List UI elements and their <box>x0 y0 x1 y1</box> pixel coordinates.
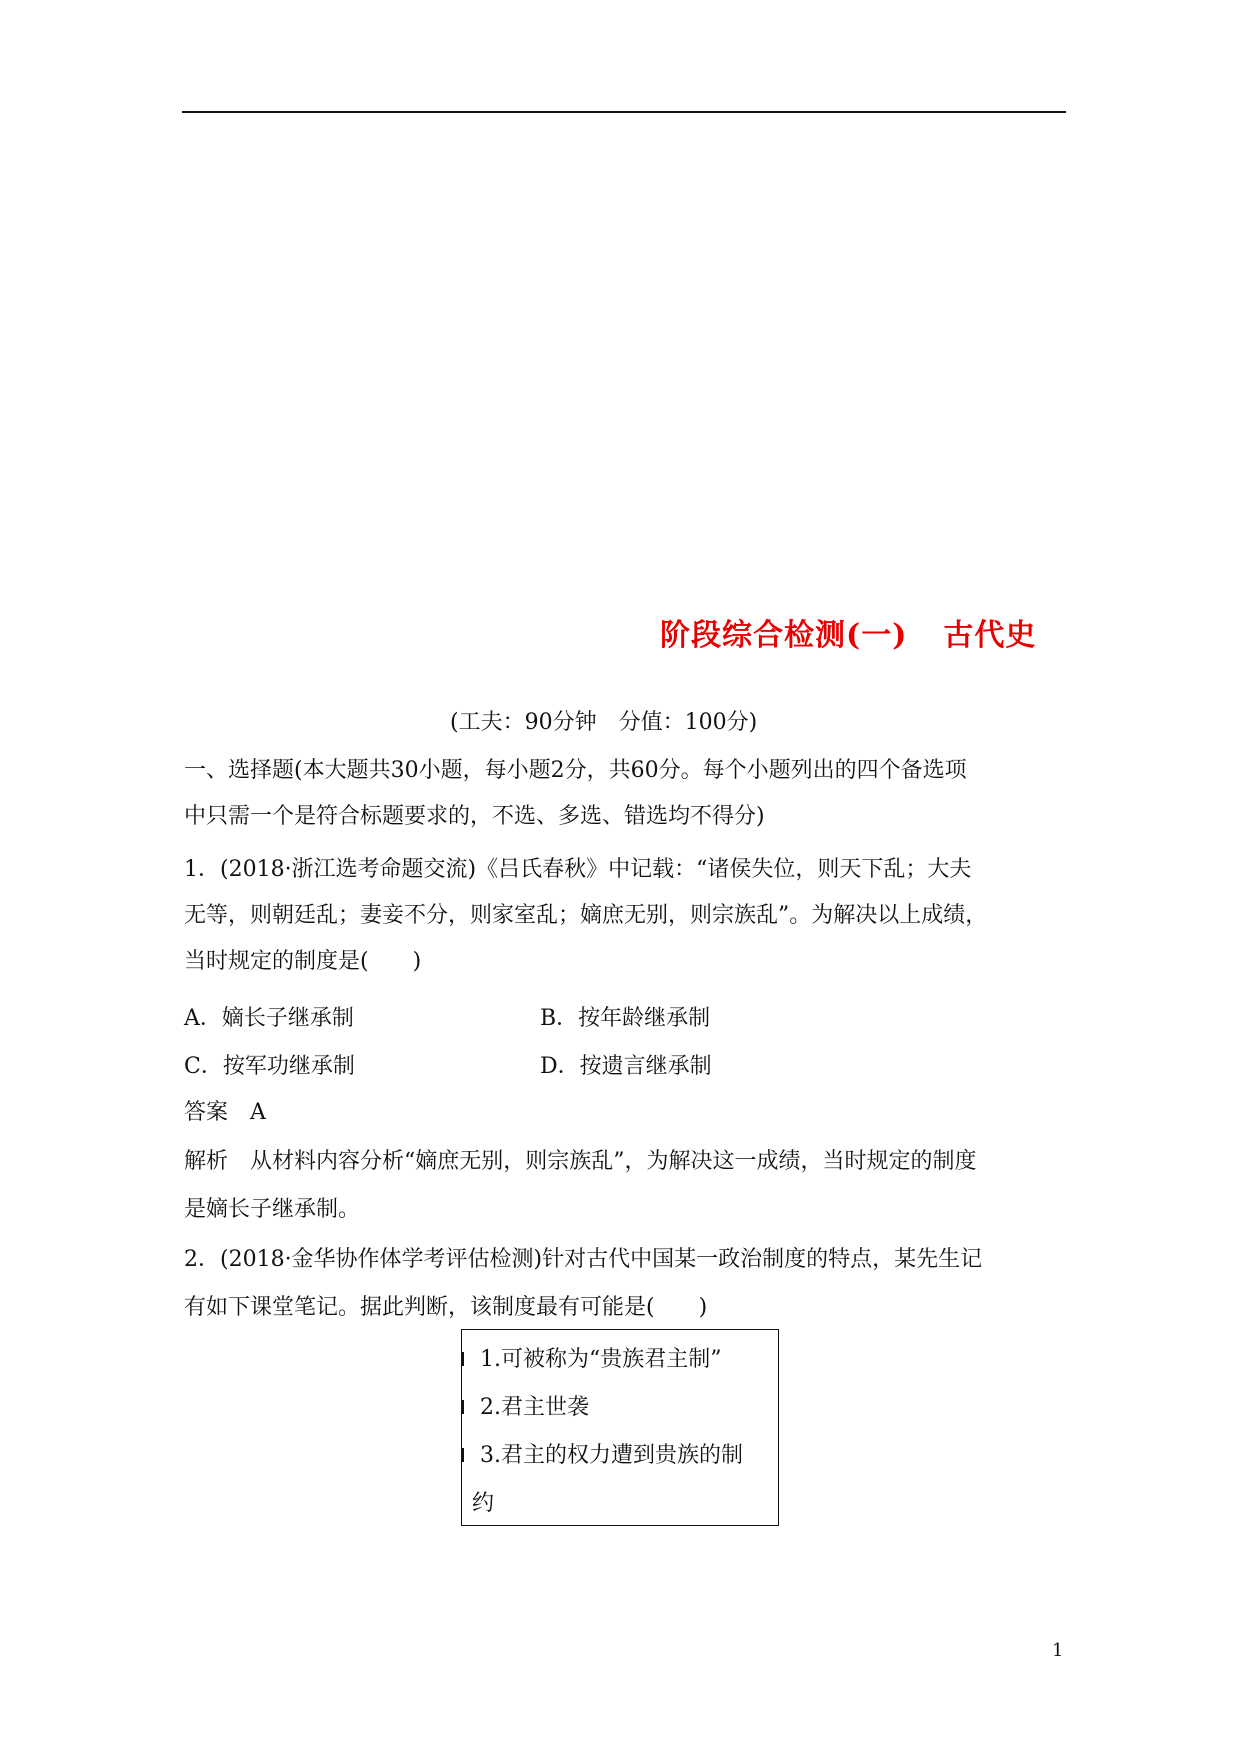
note-marker <box>462 1352 464 1366</box>
q1-option-b: B．按年龄继承制 <box>540 1006 711 1031</box>
note-marker <box>462 1400 464 1414</box>
title-sub: 古代史 <box>943 618 1037 653</box>
q2-stem-line1: 2．(2018·金华协作体学考评估检测)针对古代中国某一政治制度的特点，某先生记 <box>184 1247 983 1272</box>
note-item-2: 2.君主世袭 <box>480 1395 589 1420</box>
class-notes-box <box>461 1329 779 1526</box>
exam-meta: (工夫：90分钟 分值：100分) <box>450 710 758 735</box>
q1-option-c: C．按军功继承制 <box>184 1054 355 1079</box>
header-rule <box>182 111 1066 113</box>
q1-stem-line1: 1．(2018·浙江选考命题交流)《吕氏春秋》中记载：“诸侯失位，则天下乱；大夫 <box>184 857 972 882</box>
title-main: 阶段综合检测(一) <box>660 618 908 653</box>
page-title <box>660 610 1036 654</box>
q1-option-a: A．嫡长子继承制 <box>184 1006 354 1031</box>
q1-answer: 答案 A <box>184 1100 266 1125</box>
q1-option-d: D．按遗言继承制 <box>540 1054 712 1079</box>
section1-instructions-line1: 一、选择题(本大题共30小题，每小题2分，共60分。每个小题列出的四个备选项 <box>184 758 967 783</box>
q1-analysis-line1: 解析 从材料内容分析“嫡庶无别，则宗族乱”，为解决这一成绩，当时规定的制度 <box>184 1149 977 1174</box>
page-number: 1 <box>1052 1640 1064 1661</box>
note-item-3-continued: 约 <box>472 1491 495 1516</box>
q1-stem-line2: 无等，则朝廷乱；妻妾不分，则家室乱；嫡庶无别，则宗族乱”。为解决以上成绩， <box>184 903 988 928</box>
section1-instructions-line2: 中只需一个是符合标题要求的，不选、多选、错选均不得分) <box>184 804 765 829</box>
q1-analysis-line2: 是嫡长子继承制。 <box>184 1197 361 1222</box>
note-item-3: 3.君主的权力遭到贵族的制 <box>480 1443 743 1468</box>
note-item-1: 1.可被称为“贵族君主制” <box>480 1347 722 1372</box>
q2-stem-line2: 有如下课堂笔记。据此判断，该制度最有可能是( ) <box>184 1295 708 1320</box>
q1-stem-line3: 当时规定的制度是( ) <box>184 949 422 974</box>
note-marker <box>462 1448 464 1462</box>
